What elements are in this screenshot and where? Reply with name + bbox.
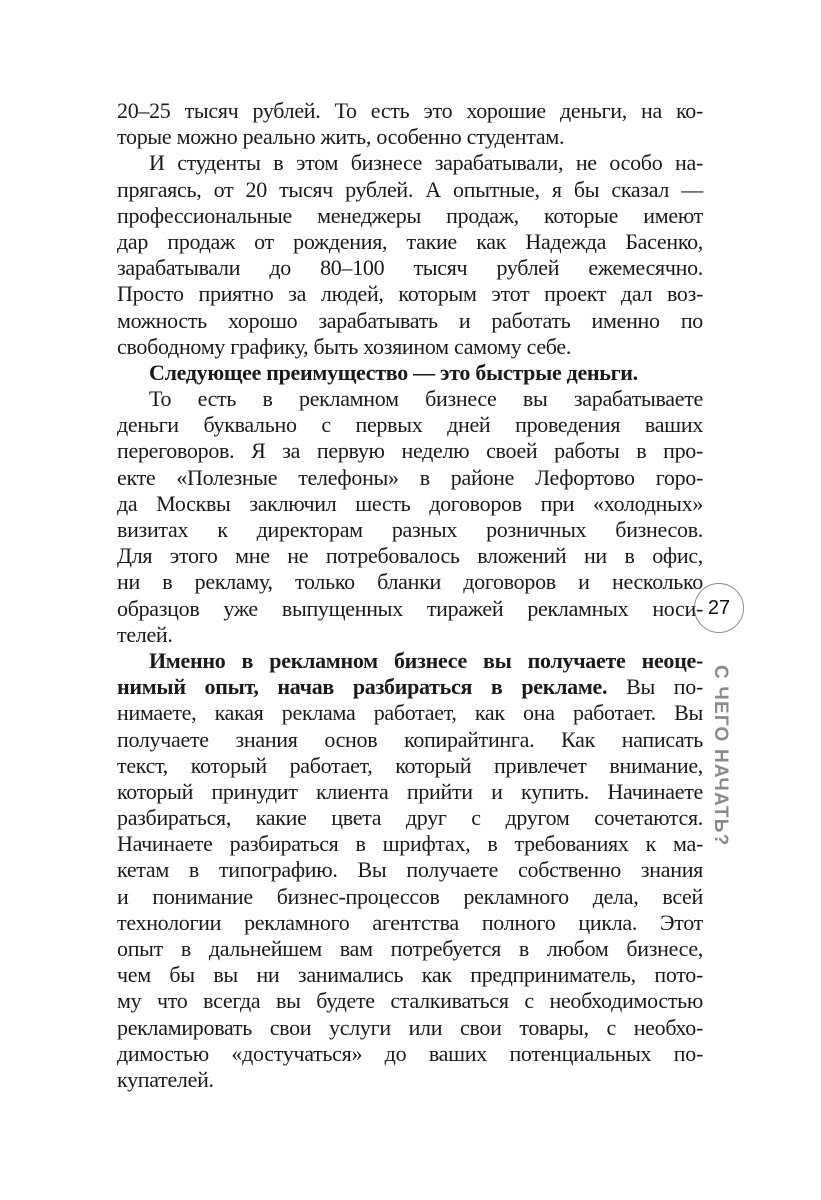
regular-text: получаете знания основ копирайтинга. Как написать [117, 726, 703, 752]
text-line [117, 831, 703, 857]
regular-text: И студенты в этом бизнесе зарабатывали, не особо на- [149, 150, 703, 176]
text-line [117, 98, 703, 124]
text-line [117, 1067, 703, 1093]
text-line [117, 412, 703, 438]
text-line [117, 700, 703, 726]
text-line [117, 281, 703, 307]
regular-text: То есть в рекламном бизнесе вы зарабатываете [149, 386, 703, 412]
text-line [117, 334, 703, 360]
regular-text: зарабатывали до 80–100 тысяч рублей ежемесячно. [117, 255, 703, 281]
text-line [117, 124, 703, 150]
regular-text: Просто приятно за людей, которым этот проект дал воз- [117, 281, 703, 307]
running-chapter-title: С ЧЕГО НАЧАТЬ? [710, 665, 731, 847]
regular-text: свободному графику, быть хозяином самому себе. [117, 333, 572, 359]
regular-text: технологии рекламного агентства полного цикла. Этот [117, 909, 703, 935]
regular-text: разбираться, какие цвета друг с другом сочетаются. [117, 805, 703, 831]
text-line [117, 255, 703, 281]
text-line [117, 203, 703, 229]
text-line [117, 910, 703, 936]
text-line [117, 674, 703, 700]
regular-text: прягаясь, от 20 тысяч рублей. А опытные, я бы сказал — [117, 176, 703, 202]
regular-text: текст, который работает, который привлечет внимание, [117, 752, 703, 778]
text-line [117, 229, 703, 255]
regular-text: ни в рекламу, только бланки договоров и несколько [117, 569, 703, 595]
text-line [117, 150, 703, 176]
regular-text: му что всегда вы будете сталкиваться с необходимостью [117, 988, 703, 1014]
body-text [117, 98, 703, 1093]
regular-text: Вы по- [607, 674, 703, 700]
regular-text: чем бы вы ни занимались как предприниматель, пото- [117, 962, 703, 988]
bold-text: Именно в рекламном бизнесе вы получаете неоце- [149, 647, 703, 673]
text-line [117, 648, 703, 674]
regular-text: который принудит клиента прийти и купить. Начинаете [117, 778, 703, 804]
regular-text: да Москвы заключил шесть договоров при «холодных» [117, 490, 703, 516]
text-line [117, 596, 703, 622]
regular-text: опыт в дальнейшем вам потребуется в любом бизнесе, [117, 936, 703, 961]
page-number: 27 [707, 596, 731, 619]
regular-text: купателей. [117, 1066, 214, 1092]
regular-text: торые можно реально жить, особенно студентам. [117, 124, 565, 150]
regular-text: образцов уже выпущенных тиражей рекламных носи- [117, 595, 703, 621]
bold-text: нимый опыт, начав разбираться в рекламе. [117, 674, 608, 700]
text-line [117, 360, 703, 386]
regular-text: рекламировать свои услуги или свои товары, с необхо- [117, 1014, 703, 1040]
text-line [117, 779, 703, 805]
text-line [117, 857, 703, 883]
regular-text: можность хорошо зарабатывать и работать именно по [117, 307, 703, 333]
text-line [117, 1015, 703, 1041]
regular-text: деньги буквально с первых дней проведения ваших [117, 412, 703, 438]
text-line [117, 988, 703, 1014]
regular-text: Начинаете разбираться в шрифтах, в требованиях к ма- [117, 831, 703, 857]
text-line [117, 962, 703, 988]
regular-text: переговоров. Я за первую неделю своей работы в про- [117, 438, 703, 464]
regular-text: и понимание бизнес-процессов рекламного дела, всей [117, 883, 703, 909]
text-line [117, 569, 703, 595]
text-line [117, 805, 703, 831]
page-number-badge [694, 583, 744, 633]
text-line [117, 622, 703, 648]
regular-text: кетам в типографию. Вы получаете собственно знания [117, 857, 703, 883]
regular-text: димостью «достучаться» до ваших потенциальных по- [117, 1040, 703, 1066]
regular-text: телей. [117, 621, 173, 647]
bold-text: Следующее преимущество — это быстрые деньги. [149, 359, 638, 385]
text-line [117, 753, 703, 779]
regular-text: дар продаж от рождения, такие как Надежда Басенко, [117, 228, 703, 254]
text-line [117, 936, 703, 962]
regular-text: екте «Полезные телефоны» в районе Лефортово горо- [117, 464, 703, 490]
text-line [117, 543, 703, 569]
text-line [117, 491, 703, 517]
regular-text: визитах к директорам разных розничных бизнесов. [117, 517, 703, 542]
regular-text: Для этого мне не потребовалось вложений ни в офис, [117, 543, 703, 569]
text-line [117, 308, 703, 334]
text-line [117, 517, 703, 543]
regular-text: профессиональные менеджеры продаж, которые имеют [117, 202, 703, 228]
regular-text: нимаете, какая реклама работает, как она работает. Вы [117, 700, 703, 726]
text-line [117, 177, 703, 203]
text-line [117, 1041, 703, 1067]
text-line [117, 438, 703, 464]
text-line [117, 727, 703, 753]
text-line [117, 465, 703, 491]
text-line [117, 884, 703, 910]
regular-text: 20–25 тысяч рублей. То есть это хорошие деньги, на ко- [117, 98, 703, 123]
text-line [117, 386, 703, 412]
